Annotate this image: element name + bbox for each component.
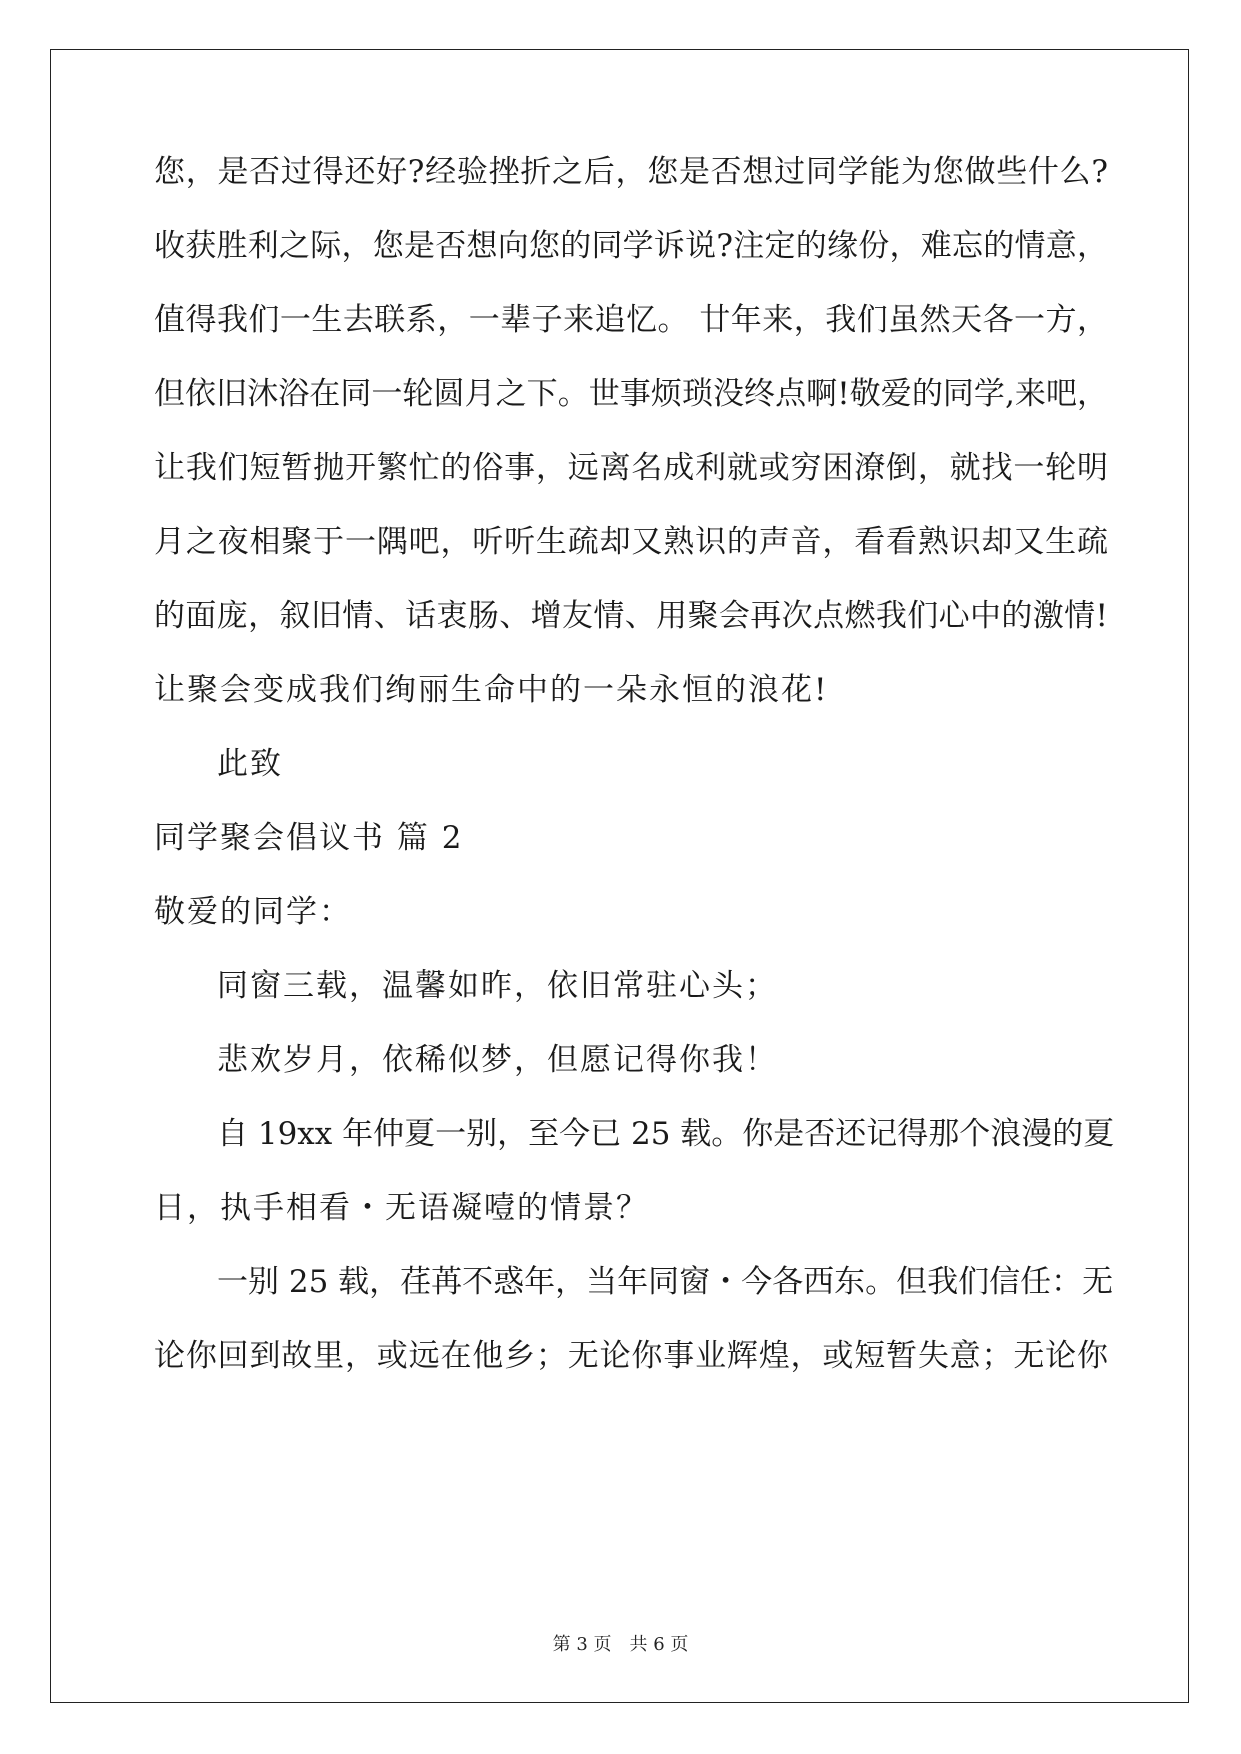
text-line: 同窗三载，温馨如昨，依旧常驻心头； (217, 968, 778, 1004)
text-line: 值得我们一生去联系，一辈子来追忆。 廿年来，我们虽然天各一方， (154, 302, 1108, 338)
closing-salutation: 此致 (217, 746, 283, 782)
text-line: 日，执手相看・无语凝噎的情景？ (154, 1190, 649, 1226)
text-line: 悲欢岁月，依稀似梦，但愿记得你我！ (217, 1042, 778, 1078)
text-line: 让我们短暂抛开繁忙的俗事，远离名成利就或穷困潦倒，就找一轮明 (154, 450, 1108, 486)
text-line: 论你回到故里，或远在他乡；无论你事业辉煌，或短暂失意；无论你 (154, 1338, 1108, 1374)
greeting: 敬爱的同学： (154, 894, 352, 930)
page-number-footer: 第 3 页 共 6 页 (552, 1634, 689, 1655)
text-line: 的面庞，叙旧情、话衷肠、增友情、用聚会再次点燃我们心中的激情! (154, 598, 1108, 634)
page-border (50, 49, 1189, 1703)
text-line: 一别 25 载，荏苒不惑年，当年同窗・今各西东。但我们信任：无 (217, 1264, 1114, 1300)
text-line: 收获胜利之际，您是否想向您的同学诉说?注定的缘份，难忘的情意， (154, 228, 1108, 264)
text-line: 月之夜相聚于一隅吧，听听生疏却又熟识的声音，看看熟识却又生疏 (154, 524, 1108, 560)
text-line: 自 19xx 年仲夏一别，至今已 25 载。你是否还记得那个浪漫的夏 (217, 1116, 1115, 1152)
section-heading: 同学聚会倡议书 篇 2 (154, 820, 464, 856)
text-line: 但依旧沐浴在同一轮圆月之下。世事烦琐没终点啊!敬爱的同学,来吧， (154, 376, 1108, 412)
text-line: 让聚会变成我们绚丽生命中的一朵永恒的浪花! (154, 672, 829, 708)
text-line: 您，是否过得还好?经验挫折之后，您是否想过同学能为您做些什么? (154, 154, 1108, 190)
